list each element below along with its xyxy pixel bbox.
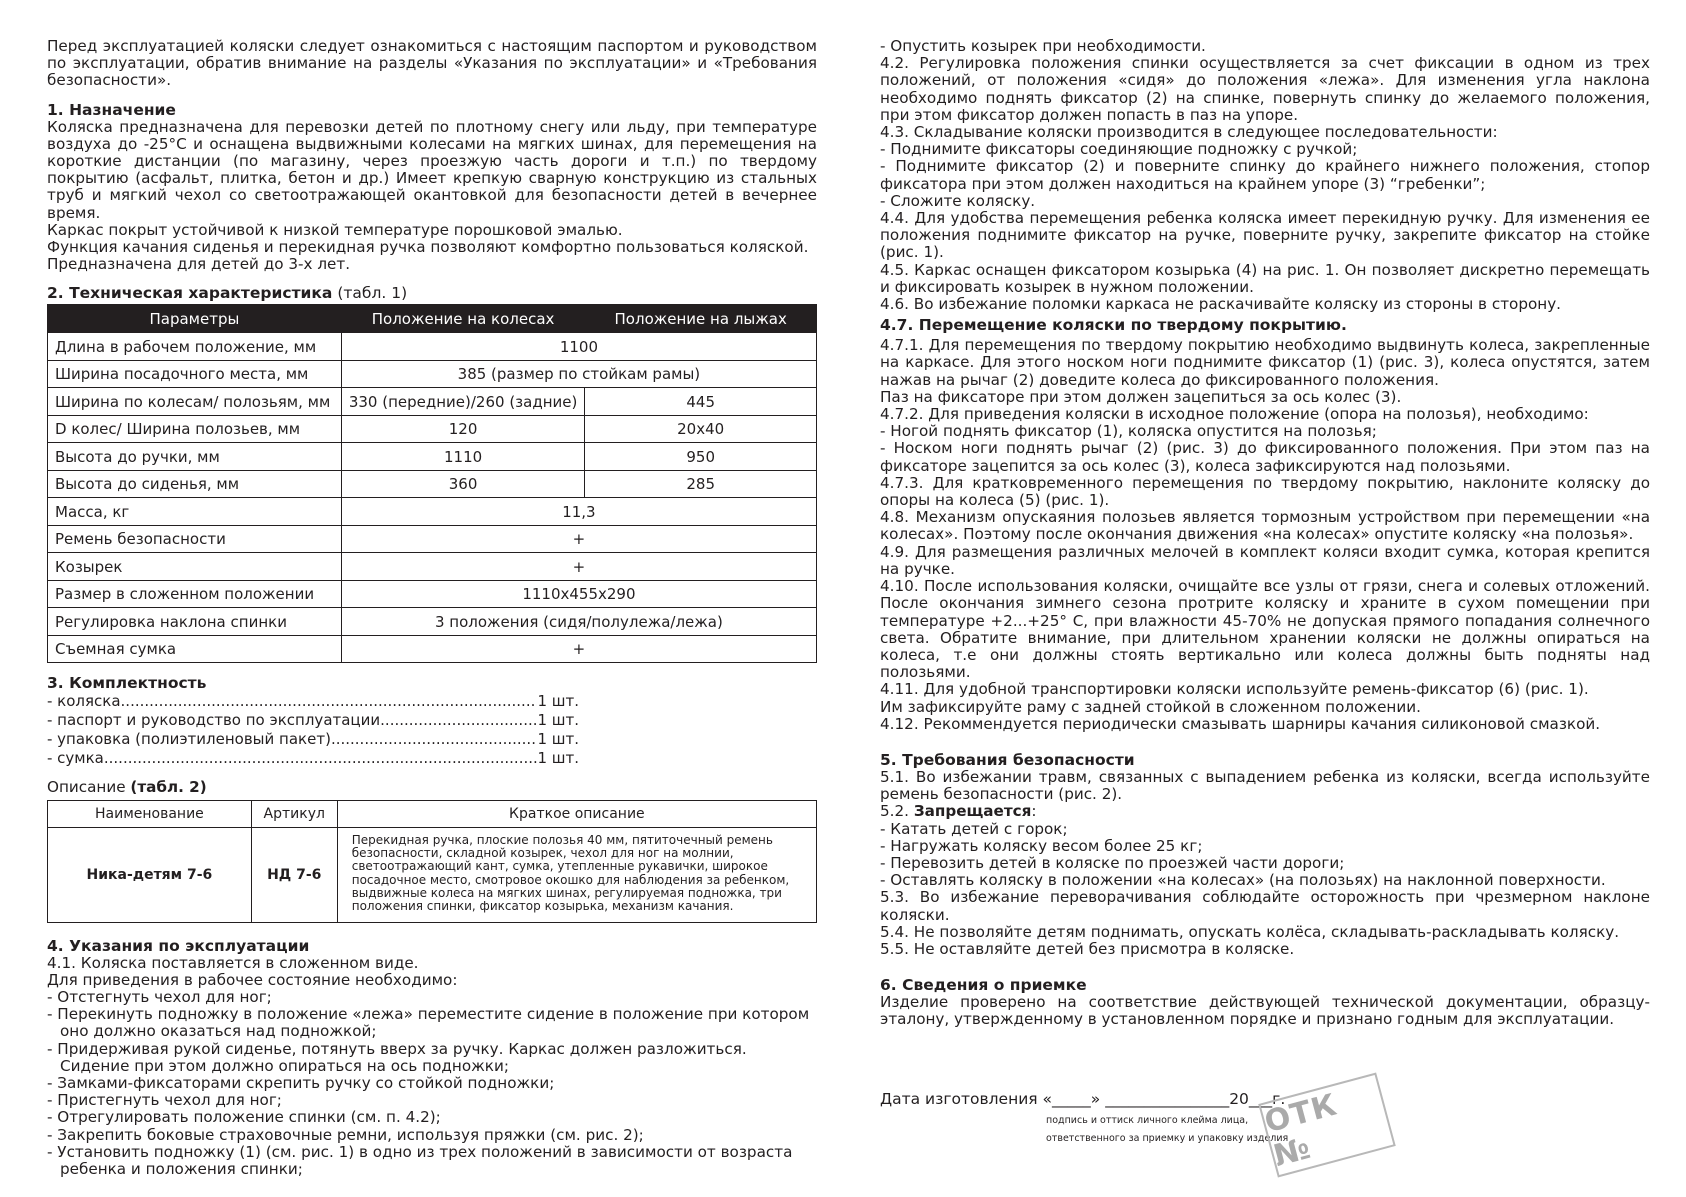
left-column: Перед эксплуатацией коляски следует ознакомиться с настоящим паспортом и руководством по эксплуатации, обратив внимание на разделы «Указания по эксплуатации» и «Требования безопасности». 1. Назначение Коляска предназначена для перевозки детей по плотному снегу или льду, при температуре воздуха до -25°С и оснащена выдвижными колесами на мягких шинах, для перемещения на короткие дистанции (по магазину, через проезжую часть дороги и т.п.) по твердому покрытию (асфальт, плитка, бетон и др.) Имеет крепкую сварную конструкцию из стальных труб и мягкий чехол со светоотражающей окантовкой для безопасности детей в вечернее время. Каркас покрыт устойчивой к низкой температуре порошковой эмалью. Функция качания сиденья и перекидная ручка позволяют комфортно пользоваться коляской. Предназначена для детей до 3-х лет. 2. Техническая характеристика (табл. 1) Параметры Положение на колесах Положение на лыжах Длина в рабочем положение, мм 1100 Ширина посадочного места, мм 385 (размер по стойкам рамы) Ширина по колесам/ полозьям, мм 330 (передние)/260 (задние) 445 D колес/ Ширина полозьев, мм 120 20х40 Высота до ручки, мм 1110 950 Высота до сиденья, мм 360 285 Масса, кг 11,3 Ремень безопасности + Козырек + Размер в сложенном положении 1110х455х290 Регулировка наклона спинки 3 положения (сидя/полулежа/лежа) Съемная сумка + 3. Комплектность - коляска ..... 1 шт. - паспорт и руководство по эксплуатации ..... 1 шт. - упаковка (полиэтиленовый пакет) ..... 1 шт. - сумка ..... 1 шт. Описание (табл. 2) Наименование Артикул Краткое описание Ника-детям 7-6 НД 7-6 Перекидная ручка, плоские полозья 40 мм, пятиточечный ремень безопасности, складной козырек, чехол для ног на молнии, светоотражающий кант, сумка, утепленные рукавички, широкое посадочное место, смотровое окошко для наблюдения за ребенком, выдвижные колеса на мягких шинах, регулируемая подножка, три положения спинки, фиксатор козырька, механизм качания. 4. Указания по эксплуатации 4.1. Коляска поставляется в сложенном виде. Для приведения в рабочее состояние необходимо: - Отстегнуть чехол для ног; - Перекинуть подножку в положение «лежа» переместите сидение в положение при котором оно должно оказаться над подножкой; - Придерживая рукой сиденье, потянуть вверх за ручку. Каркас должен разложиться. Сидение при этом должно опираться на ось подножки; - Замками-фиксаторами скрепить ручку со стойкой подножки; - Пристегнуть чехол для ног; - Отрегулировать положение спинки (см. п. 4.2); - Закрепить боковые страховочные ремни, используя пряжки (см. рис. 2); - Установить подножку (1) (см. рис. 1) в одно из трех положений в зависимости от возраста ребенка и положения спинки; (47, 38, 817, 1178)
intro-text: Перед эксплуатацией коляски следует ознакомиться с настоящим паспортом и руководством по эксплуатации, обратив внимание на разделы «Указания по эксплуатации» и «Требования безопасности». (47, 37, 817, 90)
tech-header-wheels: Положение на колесах (341, 305, 585, 333)
product-name: Ника-детям 7-6 (48, 827, 252, 922)
s1-line: Функция качания сиденья и перекидная ручка позволяют комфортно пользоваться коляской. (47, 238, 809, 257)
section-4-title: 4. Указания по эксплуатации (47, 936, 310, 955)
section-5-title: 5. Требования безопасности (880, 750, 1135, 769)
table-row: Высота до сиденья, мм 360 285 (48, 470, 817, 498)
table-row (48, 827, 817, 922)
table-row: Съемная сумка + (48, 635, 817, 663)
table-row: Ширина по колесам/ полозьям, мм 330 (передние)/260 (задние) 445 (48, 388, 817, 416)
description-table: Наименование Артикул Краткое описание Ника-детям 7-6 НД 7-6 Перекидная ручка, плоские полозья 40 мм, пятиточечный ремень безопасности, складной козырек, чехол для ног на молнии, светоотражающий кант, сумка, утепленные рукавички, широкое посадочное место, смотровое окошко для наблюдения за ребенком, выдвижные колеса на мягких шинах, регулируемая подножка, три положения спинки, фиксатор козырька, механизм качания. (47, 800, 817, 923)
table-row: Ремень безопасности + (48, 525, 817, 553)
signature-caption: ответственного за приемку и упаковку изделия (1046, 1133, 1289, 1144)
section-3-title: 3. Комплектность (47, 674, 207, 693)
list-item: - сумка ..... 1 шт. (47, 749, 579, 768)
list-item: - Отрегулировать положение спинки (см. п. 4.2); (47, 1108, 441, 1127)
table-row: D колес/ Ширина полозьев, мм 120 20х40 (48, 415, 817, 443)
right-column: - Опустить козырек при необходимости. 4.2. Регулировка положения спинки осуществляется за счет фиксации в одном из трех положений, от положения «сидя» до положения «лежа». Для изменения угла наклона необходимо поднять фиксатор (2) на спинке, повернуть спинку до желаемого положения, при этом фиксатор должен попасть в паз на упоре. 4.3. Складывание коляски производится в следующее последовательности: - Поднимите фиксаторы соединяющие подножку с ручкой; - Поднимите фиксатор (2) и поверните спинку до крайнего нижнего положения, стопор фиксатора при этом должен находиться на крайнем упоре (3) “гребенки”; - Сложите коляску. 4.4. Для удобства перемещения ребенка коляска имеет перекидную ручку. Для изменения ее положения поднимите фиксатор на ручке, поверните ручку, закрепите фиксатор на стойке (рис. 1). 4.5. Каркас оснащен фиксатором козырька (4) на рис. 1. Он позволяет дискретно перемещать и фиксировать козырек в нужном положении. 4.6. Во избежание поломки каркаса не раскачивайте коляску из стороны в сторону. 4.7. Перемещение коляски по твердому покрытию. 4.7.1. Для перемещения по твердому покрытию необходимо выдвинуть колеса, закрепленные на каркасе. Для этого носком ноги поднимите фиксатор (1) (рис. 3), колеса опустятся, затем нажав на рычаг (2) доведите колеса до фиксированного положения. Паз на фиксаторе при этом должен зацепиться за ось колес (3). 4.7.2. Для приведения коляски в исходное положение (опора на полозья), необходимо: - Ногой поднять фиксатор (1), коляска опустится на полозья; - Носком ноги поднять рычаг (2) (рис. 3) до фиксированного положения. При этом паз на фиксаторе зацепится за ось колес (3), колеса зафиксируются над полозьями. 4.7.3. Для кратковременного перемещения по твердому покрытию, наклоните коляску до опоры на колеса (5) (рис. 1). 4.8. Механизм опускаяния полозьев является тормозным устройством при перемещении «на колесах». Поэтому после окончания движения «на колесах» опустите коляску «на полозья». 4.9. Для размещения различных мелочей в комплект коляси входит сумка, которая крепится на ручке. 4.10. После использования коляски, очищайте все узлы от грязи, снега и солевых отложений. После окончания зимнего сезона протрите коляску и храните в сухом помещении при температуре +2...+25° С, при влажности 45-70% не допуская прямого попадания солнечного света. Обратите внимание, при длительном хранении коляски не должны опираться на колеса, т.е они должны стоять вертикально или колеса должны быть подняты над полозьями. 4.11. Для удобной транспортировки коляски используйте ремень-фиксатор (6) (рис. 1). Им зафиксируйте раму с задней стойкой в сложенном положении. 4.12. Рекоммендуется периодически смазывать шарниры качания силиконовой смазкой. 5. Требования безопасности 5.1. Во избежании травм, связанных с выпадением ребенка из коляски, всегда используйте ремень безопасности (рис. 2). 5.2. Запрещается: - Катать детей с горок; - Нагружать коляску весом более 25 кг; - Перевозить детей в коляске по проезжей части дороги; - Оставлять коляску в положении «на колесах» (на полозьях) на наклонной поверхности. 5.3. Во избежание переворачивания соблюдайте осторожность при чрезмерном наклоне коляски. 5.4. Не позволяйте детям поднимать, опускать колёса, складывать-раскладывать коляску. 5.5. Не оставляйте детей без присмотра в коляске. 6. Сведения о приемке Изделие проверено на соответствие действующей технической документации, образцу-эталону, утвержденному в установленном порядке и признано годным для эксплуатации. (880, 37, 1650, 1029)
manufacture-date: Дата изготовления «_____» ________________20___г. (880, 1090, 1286, 1108)
product-article: НД 7-6 (251, 827, 337, 922)
list-item: - коляска ..... 1 шт. (47, 692, 579, 711)
list-item: - Закрепить боковые страховочные ремни, используя пряжки (см. рис. 2); (47, 1125, 644, 1144)
section-1-title: 1. Назначение (47, 100, 176, 119)
section-6-title: 6. Сведения о приемке (880, 976, 1087, 995)
table-row: Козырек + (48, 553, 817, 581)
table-row: Регулировка наклона спинки 3 положения (сидя/полулежа/лежа) (48, 608, 817, 636)
tech-header-params: Параметры (48, 305, 342, 333)
s1-line: Предназначена для детей до 3-х лет. (47, 255, 351, 274)
table-row: Высота до ручки, мм 1110 950 (48, 443, 817, 471)
list-item: - Пристегнуть чехол для ног; (47, 1091, 282, 1110)
table-row: Масса, кг 11,3 (48, 498, 817, 526)
tech-header-skis: Положение на лыжах (585, 305, 817, 333)
list-item: - упаковка (полиэтиленовый пакет) ..... 1 шт. (47, 730, 579, 749)
table-row: Ширина посадочного места, мм 385 (размер по стойкам рамы) (48, 360, 817, 388)
list-item: - Перекинуть подножку в положение «лежа» переместите сидение в положение при котором оно должно оказаться над подножкой; (47, 1005, 810, 1041)
table-row: Длина в рабочем положение, мм 1100 (48, 333, 817, 361)
list-item: - Установить подножку (1) (см. рис. 1) в одно из трех положений в зависимости от возраста ребенка и положения спинки; (47, 1142, 793, 1179)
product-description: Перекидная ручка, плоские полозья 40 мм, пятиточечный ремень безопасности, складной козырек, чехол для ног на молнии, светоотражающий кант, сумка, утепленные рукавички, широкое посадочное место, смотровое окошко для наблюдения за ребенком, выдвижные колеса на мягких шинах, регулируемая подножка, три положения спинки, фиксатор козырька, механизм качания. (337, 827, 816, 922)
signature-caption: подпись и оттиск личного клейма лица, (1046, 1115, 1249, 1126)
description-title: Описание (табл. 2) (47, 777, 207, 796)
list-item: - Замками-фиксаторами скрепить ручку со стойкой подножки; (47, 1074, 555, 1093)
list-item: - паспорт и руководство по эксплуатации ..... 1 шт. (47, 711, 579, 730)
table-row: Размер в сложенном положении 1110х455х290 (48, 580, 817, 608)
tech-table (47, 304, 817, 663)
s1-line: Коляска предназначена для перевозки детей по плотному снегу или льду, при температуре воздуха до -25°С и оснащена выдвижными колесами на мягких шинах, для перемещения на короткие дистанции (по магазину, через проезжую часть дороги и т.п.) по твердому покрытию (асфальт, плитка, бетон и др.) Имеет крепкую сварную конструкцию из стальных труб и мягкий чехол со светоотражающей окантовкой для безопасности детей в вечернее время. (47, 117, 817, 222)
list-item: - Отстегнуть чехол для ног; (47, 988, 272, 1007)
section-2-title: 2. Техническая характеристика (табл. 1) (47, 284, 408, 303)
section-4-7-title: 4.7. Перемещение коляски по твердому покрытию. (880, 316, 1347, 335)
otk-stamp: ОТК № (1258, 1073, 1396, 1178)
s1-line: Каркас покрыт устойчивой к низкой температуре порошковой эмалью. (47, 220, 623, 239)
list-item: - Придерживая рукой сиденье, потянуть вверх за ручку. Каркас должен разложиться. Сидение при этом должно опираться на ось подножки; (47, 1039, 747, 1075)
